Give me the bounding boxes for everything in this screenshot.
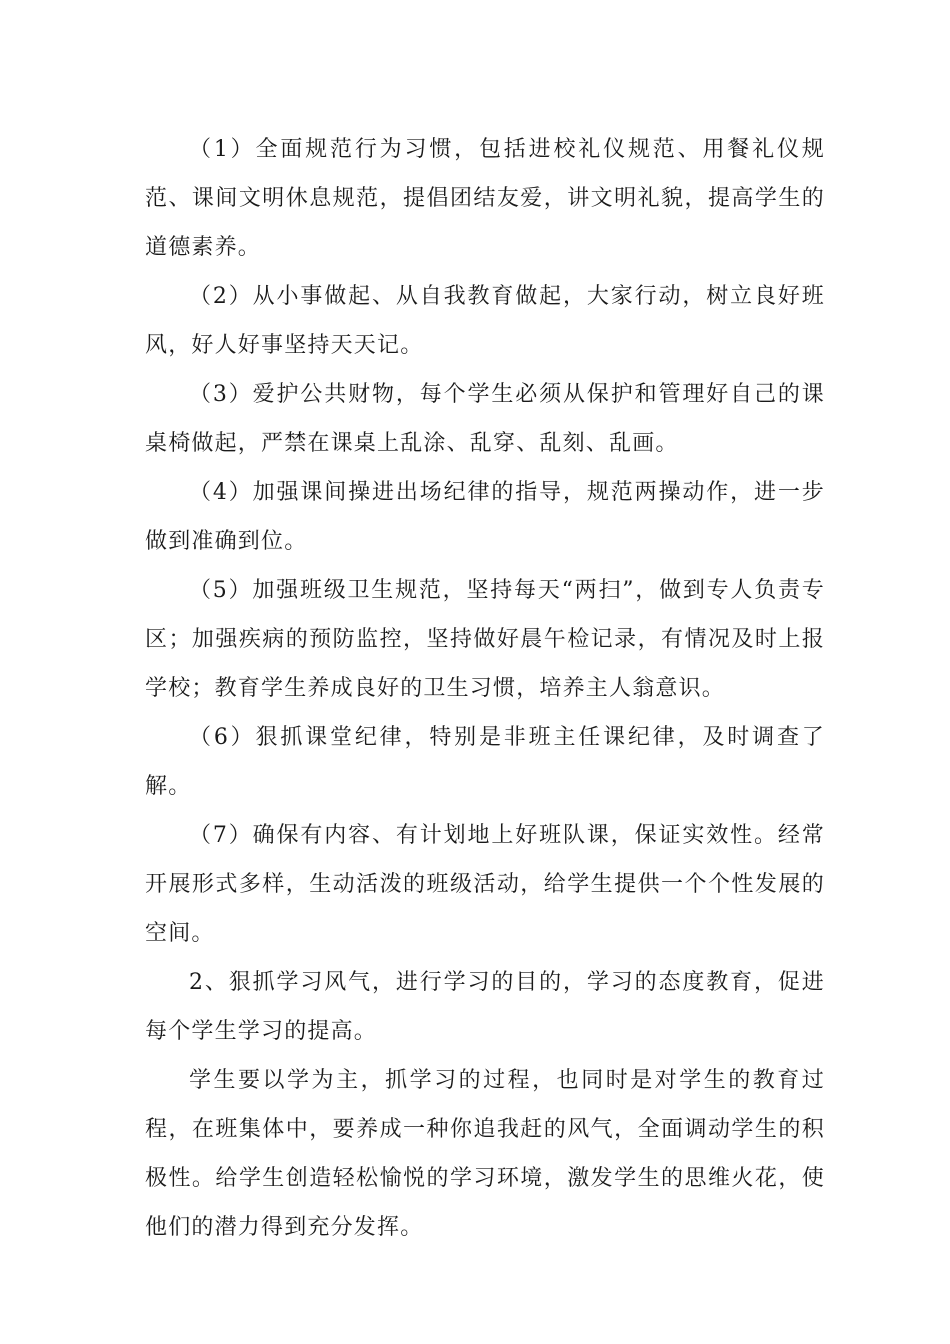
paragraph-item-4: （4）加强课间操进出场纪律的指导，规范两操动作，进一步做到准确到位。 bbox=[145, 480, 825, 554]
section-heading-2: 2、狠抓学习风气，进行学习的目的，学习的态度教育，促进每个学生学习的提高。 bbox=[145, 970, 825, 1044]
paragraph-item-3: （3）爱护公共财物，每个学生必须从保护和管理好自己的课桌椅做起，严禁在课桌上乱涂、乱穿、乱刻、乱画。 bbox=[145, 382, 825, 456]
body-paragraph: 学生要以学为主，抓学习的过程，也同时是对学生的教育过程，在班集体中，要养成一种你追我赶的风气，全面调动学生的积极性。给学生创造轻松愉悦的学习环境，激发学生的思维火花，使他们的潜力得到充分发挥。 bbox=[145, 1068, 825, 1240]
paragraph-item-1: （1）全面规范行为习惯，包括进校礼仪规范、用餐礼仪规范、课间文明休息规范，提倡团结友爱，讲文明礼貌，提高学生的道德素养。 bbox=[145, 137, 825, 260]
paragraph-item-7: （7）确保有内容、有计划地上好班队课，保证实效性。经常开展形式多样，生动活泼的班级活动，给学生提供一个个性发展的空间。 bbox=[145, 823, 825, 946]
paragraph-item-5: （5）加强班级卫生规范，坚持每天“两扫”，做到专人负责专区；加强疾病的预防监控，坚持做好晨午检记录，有情况及时上报学校；教育学生养成良好的卫生习惯，培养主人翁意识。 bbox=[145, 578, 825, 701]
document-body bbox=[145, 125, 825, 1252]
paragraph-item-6: （6）狠抓课堂纪律，特别是非班主任课纪律，及时调查了解。 bbox=[145, 725, 825, 799]
paragraph-item-2: （2）从小事做起、从自我教育做起，大家行动，树立良好班风，好人好事坚持天天记。 bbox=[145, 284, 825, 358]
